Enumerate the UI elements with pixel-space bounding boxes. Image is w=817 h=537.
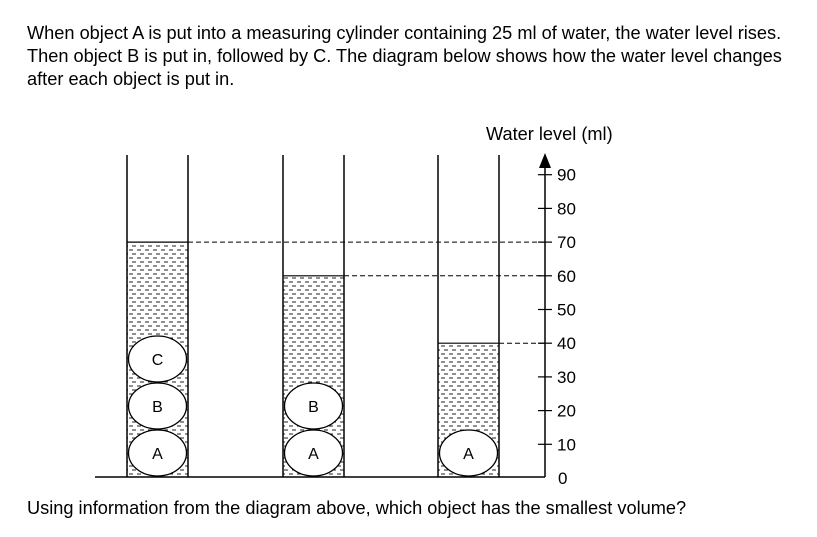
object-label: A <box>463 446 474 463</box>
tick-label: 90 <box>557 165 576 185</box>
axis-title: Water level (ml) <box>486 124 613 144</box>
axis-arrow-icon <box>539 153 551 168</box>
tick-label: 10 <box>557 435 576 455</box>
object-label: A <box>308 446 319 463</box>
tick-label: 70 <box>557 233 576 253</box>
tick-label: 40 <box>557 334 576 354</box>
object-label: A <box>152 446 163 463</box>
tick-label: 20 <box>557 401 576 421</box>
intro-text: When object A is put into a measuring cylinder containing 25 ml of water, the water level rises. Then object B is put in, followed by C. The diagram below shows how the water level changes after each object is put in. <box>27 23 782 89</box>
tick-label: 60 <box>557 266 576 286</box>
tick-label: 50 <box>557 300 576 320</box>
tick-label: 80 <box>557 199 576 219</box>
tick-label: 30 <box>557 367 576 387</box>
object-label: B <box>152 399 163 416</box>
tick-label: 0 <box>558 469 568 488</box>
object-label: B <box>308 399 319 416</box>
question-text: Using information from the diagram above, which object has the smallest volume? <box>27 498 687 518</box>
object-label: C <box>151 352 164 369</box>
